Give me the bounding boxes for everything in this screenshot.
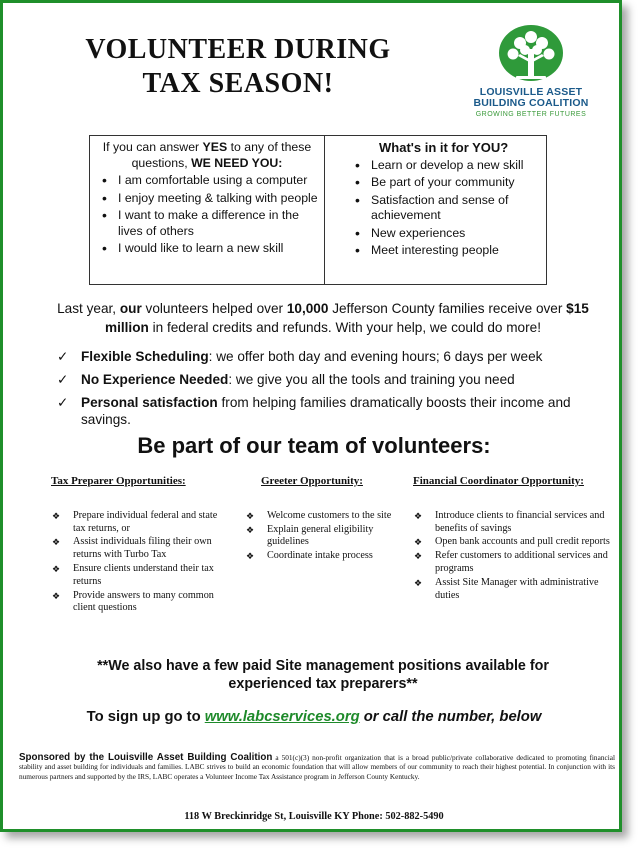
list-item: • New experiences — [349, 226, 540, 242]
list-item: ❖ Ensure clients understand their tax returns — [49, 563, 219, 589]
list-item: • Learn or develop a new skill — [349, 158, 540, 174]
intro-text-1: Last year, — [57, 301, 120, 316]
checklist-text: : we give you all the tools and training you need — [228, 372, 515, 387]
paid-positions-notice: **We also have a few paid Site management positions available for experienced tax preparers** — [97, 658, 549, 692]
intro-text-2: volunteers helped over — [141, 301, 287, 316]
questions-column — [90, 136, 325, 284]
list-item: ❖ Open bank accounts and pull credit reports — [411, 536, 616, 549]
greeter-section — [243, 475, 395, 564]
benefits-column — [325, 136, 546, 284]
intro-text-3: Jefferson County families receive over — [328, 301, 567, 316]
intro-text-4: in federal credits and refunds. With your help, we could do more! — [148, 320, 541, 335]
checklist-item — [55, 371, 595, 388]
questions-heading-need: WE NEED YOU: — [191, 155, 283, 170]
checklist-bold: No Experience Needed — [81, 372, 229, 387]
questions-heading — [96, 140, 318, 171]
checkmark-icon: ✓ — [57, 395, 69, 410]
list-item: ❖ Provide answers to many common client questions — [49, 590, 219, 616]
questions-list — [96, 173, 318, 257]
intro-bold-3: $15 million — [105, 301, 589, 335]
financial-coordinator-section — [411, 475, 616, 603]
checklist-bold: Flexible Scheduling — [81, 349, 209, 364]
list-item: • I want to make a difference in the lives of others — [96, 208, 318, 239]
questions-heading-yes: YES — [202, 140, 228, 154]
logo-tagline: GROWING BETTER FUTURES — [475, 111, 587, 118]
labc-logo — [461, 23, 601, 123]
title-line-2: TAX SEASON! — [142, 68, 334, 99]
list-item: • Meet interesting people — [349, 243, 540, 259]
benefits-list — [349, 158, 540, 259]
checkmark-icon: ✓ — [57, 349, 69, 364]
tree-logo-icon — [496, 23, 566, 87]
checklist-item — [55, 348, 595, 365]
intro-bold-1: our — [119, 301, 142, 316]
impact-paragraph — [43, 299, 603, 337]
checkmark-icon: ✓ — [57, 372, 69, 387]
tax-preparer-section — [49, 475, 219, 616]
list-item: ❖ Refer customers to additional services and programs — [411, 550, 616, 576]
questions-benefits-box — [89, 135, 547, 285]
financial-coordinator-list — [411, 510, 616, 603]
tax-preparer-list — [49, 510, 219, 615]
benefits-heading: What's in it for YOU? — [379, 140, 509, 155]
list-item: ❖ Explain general eligibility guidelines — [243, 524, 395, 550]
list-item: ❖ Coordinate intake process — [243, 550, 395, 563]
questions-heading-text-2: to any of these questions, — [131, 140, 312, 170]
list-item: • I enjoy meeting & talking with people — [96, 191, 318, 207]
sponsor-paragraph — [19, 753, 615, 781]
list-item: • I would like to learn a new skill — [96, 241, 318, 257]
team-heading: Be part of our team of volunteers: — [137, 433, 491, 458]
list-item: ❖ Assist Site Manager with administrative duties — [411, 577, 616, 603]
tax-preparer-heading: Tax Preparer Opportunities: — [51, 475, 186, 487]
logo-name-line-2: BUILDING COALITION — [473, 97, 589, 109]
list-item: ❖ Introduce clients to financial services and benefits of savings — [411, 510, 616, 536]
checklist-item — [55, 394, 595, 428]
list-item: ❖ Welcome customers to the site — [243, 510, 395, 523]
questions-heading-text: If you can answer — [102, 140, 203, 154]
signup-prefix: To sign up go to — [86, 709, 205, 725]
signup-link[interactable]: www.labcservices.org — [204, 709, 360, 725]
title-line-1: VOLUNTEER DURING — [85, 34, 391, 65]
greeter-heading: Greeter Opportunity: — [261, 475, 363, 487]
sponsor-lead: Sponsored by the Louisville Asset Building Coalition — [19, 752, 273, 763]
checklist-text: from helping families dramatically boosts their income and savings. — [81, 395, 571, 427]
checklist-text: : we offer both day and evening hours; 6 days per week — [208, 349, 543, 364]
intro-bold-2: 10,000 — [286, 301, 329, 316]
feature-checklist — [55, 348, 595, 434]
contact-address: 118 W Breckinridge St, Louisville KY Phone: 502-882-5490 — [184, 811, 444, 822]
sponsor-text: a 501(c)(3) non-profit organization that is a broad public/private collaborative dedicated to promoting financial stability and asset building for individuals and families. LABC strives to build an economic foundation that will allow members of our community to reach their highest potential. In conjunction with its numerous partners and supported by the IRS, LABC operates a Volunteer Income Tax Assistance program in Jefferson County Kentucky. — [19, 753, 615, 781]
financial-coordinator-heading: Financial Coordinator Opportunity: — [413, 475, 584, 487]
signup-line — [3, 709, 625, 725]
flyer-title — [43, 33, 433, 101]
logo-name-line-1: LOUISVILLE ASSET — [479, 86, 583, 98]
signup-suffix: or call the number, below — [359, 709, 542, 725]
greeter-list — [243, 510, 395, 563]
list-item: • Be part of your community — [349, 175, 540, 191]
list-item: • Satisfaction and sense of achievement — [349, 193, 540, 224]
list-item: ❖ Prepare individual federal and state tax returns, or — [49, 510, 219, 536]
list-item: • I am comfortable using a computer — [96, 173, 318, 189]
list-item: ❖ Assist individuals filing their own returns with Turbo Tax — [49, 536, 219, 562]
checklist-bold: Personal satisfaction — [81, 395, 218, 410]
